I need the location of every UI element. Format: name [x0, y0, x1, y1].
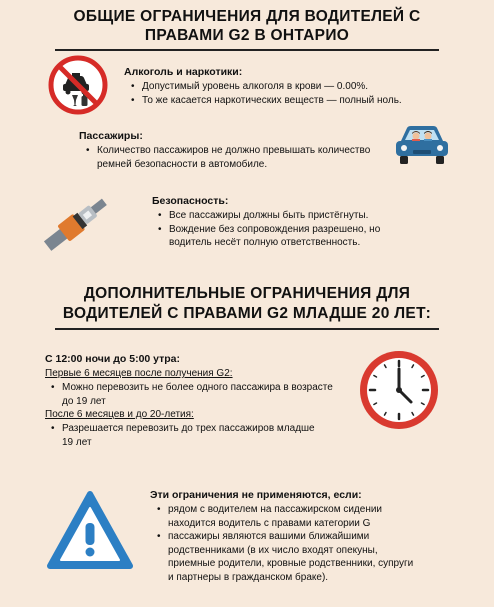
section1-title-line2: ПРАВАМИ G2 В ОНТАРИО	[144, 27, 350, 44]
list-item: • Разрешается перевозить до трех пассажиров младше 19 лет	[48, 422, 318, 449]
list-item: • Количество пассажиров не должно превышать количество ремней безопасности в автомобиле.	[83, 144, 379, 171]
period2-label: После 6 месяцев и до 20-летия:	[45, 409, 194, 420]
alcohol-list	[128, 80, 448, 107]
list-item: • рядом с водителем на пассажирском сидении находится водитель с правами категории G	[154, 503, 416, 530]
list-item: • Вождение без сопровождения разрешено, но водитель несёт полную ответственность.	[155, 223, 423, 250]
section2-divider	[55, 328, 439, 330]
section2-title-line1: ДОПОЛНИТЕЛЬНЫЕ ОГРАНИЧЕНИЯ ДЛЯ	[83, 285, 411, 302]
section1-title-line1: ОБЩИЕ ОГРАНИЧЕНИЯ ДЛЯ ВОДИТЕЛЕЙ С	[73, 8, 421, 25]
clock-icon	[356, 347, 442, 433]
exceptions-list	[154, 503, 416, 584]
safety-heading: Безопасность:	[152, 195, 229, 207]
no-drink-driving-icon	[48, 55, 108, 115]
car-with-passengers-icon	[391, 121, 453, 169]
seatbelt-buckle-icon	[42, 194, 110, 254]
alcohol-heading: Алкоголь и наркотики:	[124, 66, 243, 78]
list-item: • Допустимый уровень алкоголя в крови — 0.00%.	[128, 80, 448, 94]
time-heading: С 12:00 ночи до 5:00 утра:	[45, 353, 181, 365]
list-item: • Все пассажиры должны быть пристёгнуты.	[155, 209, 423, 223]
list-item: • То же касается наркотических веществ — полный ноль.	[128, 94, 448, 108]
period2-list	[48, 422, 318, 449]
passengers-heading: Пассажиры:	[79, 130, 143, 142]
section2-title-line2: ВОДИТЕЛЕЙ С ПРАВАМИ G2 МЛАДШЕ 20 ЛЕТ:	[62, 305, 432, 322]
list-item: • Можно перевозить не более одного пассажира в возрасте до 19 лет	[48, 381, 338, 408]
period1-list	[48, 381, 338, 408]
period1-label: Первые 6 месяцев после получения G2:	[45, 368, 233, 379]
exceptions-heading: Эти ограничения не применяются, если:	[150, 489, 362, 501]
section1-divider	[55, 49, 439, 51]
safety-list	[155, 209, 423, 250]
warning-triangle-icon	[46, 490, 134, 572]
list-item: • пассажиры являются вашими ближайшими родственниками (в их число входят опекуны, приемные родители, кровные родственники, супруги и партнеры в гражданском браке).	[154, 530, 416, 584]
passengers-list	[83, 144, 379, 171]
